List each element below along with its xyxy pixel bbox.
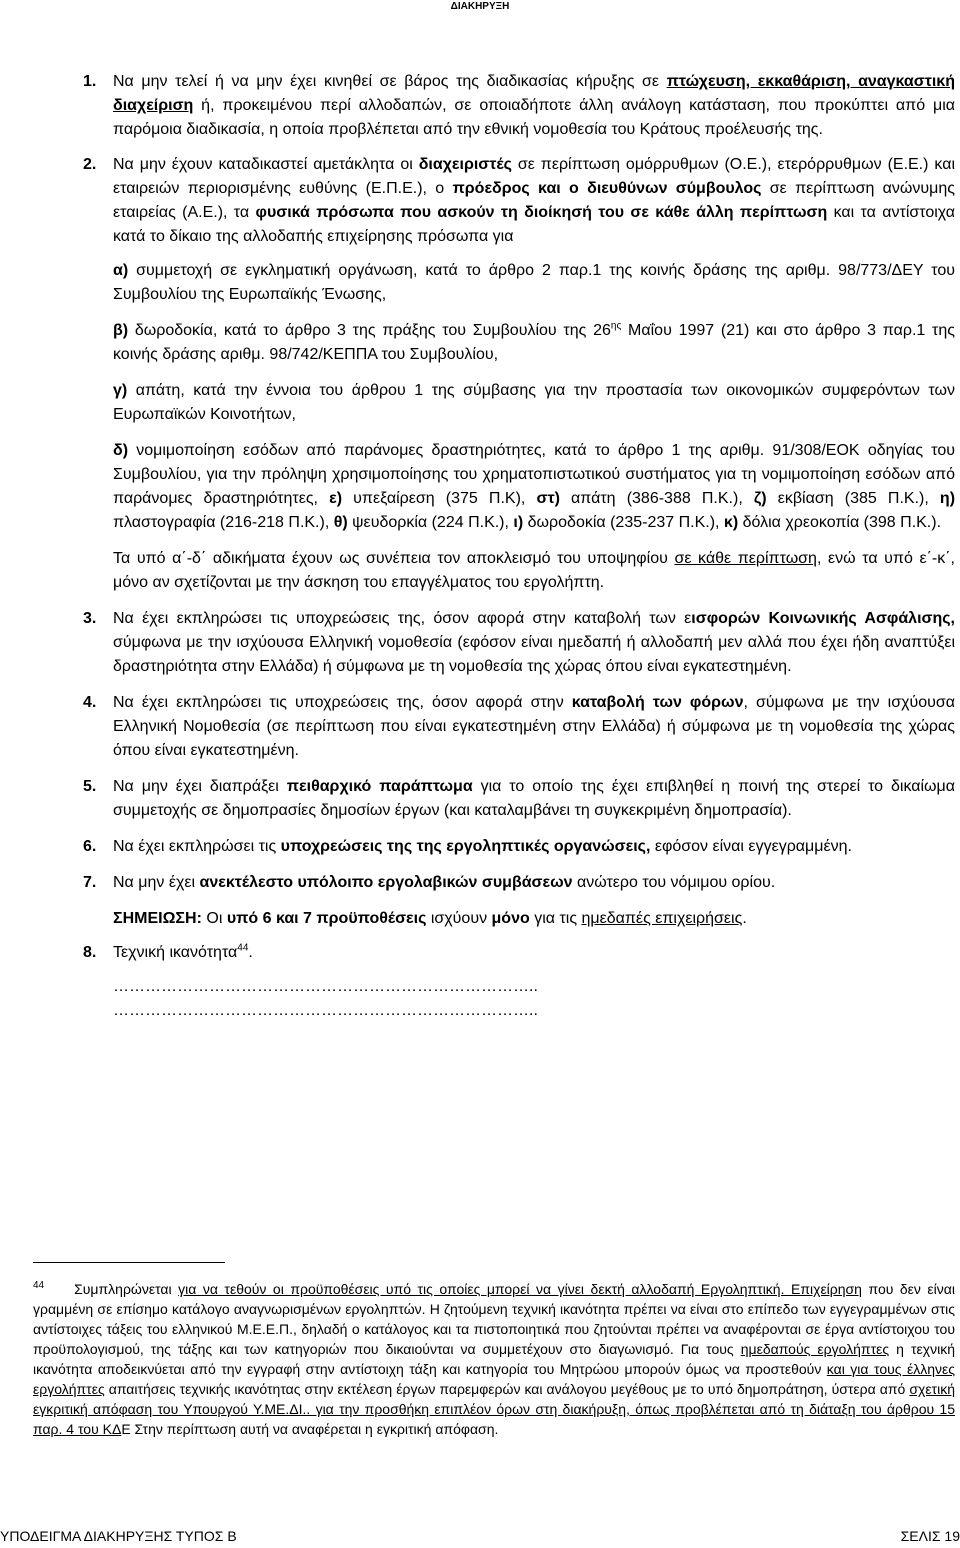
footnote-reference[interactable]: 44 (237, 942, 249, 954)
document-body (0, 70, 960, 1023)
offence-c: γ) απάτη, κατά την έννοια του άρθρου 1 της σύμβασης για την προστασία των οικονομικών συμφερόντων των Ευρωπαϊκών Κοινοτήτων, (113, 382, 955, 423)
header-title: ΔΙΑΚΗΡΥΞΗ (450, 1, 510, 12)
offence-d: δ) νομιμοποίηση εσόδων από παράνομες δραστηριότητες, κατά το άρθρο 1 της αριθμ. 91/308/ΕΟΚ οδηγίας του Συμβουλίου, για την πρόληψη χρησιμοποίησης του χρηματοπιστωτικού συστήματος για τη νομιμοποίηση εσόδων από παράνομες δραστηριότητες, ε) υπεξαίρεση (375 Π.Κ), στ) απάτη (386-388 Π.Κ.), ζ) εκβίαση (385 Π.Κ.), η) πλαστογραφία (216-218 Π.Κ.), θ) ψευδορκία (224 Π.Κ.), ι) δωροδοκία (235-237 Π.Κ.), κ) δόλια χρεοκοπία (398 Π.Κ.). (113, 442, 956, 531)
condition-number: 3. (83, 610, 97, 627)
page-number: ΣΕΛΙΣ 19 (900, 1528, 960, 1544)
condition-7: 7. Να μην έχει ανεκτέλεστο υπόλοιπο εργολαβικών συμβάσεων ανώτερο του νόμιμου ορίου. (113, 871, 955, 895)
condition-8: 8. Τεχνική ικανότητα$^{44}$. (113, 941, 955, 965)
condition-6: 6. Να έχει εκπληρώσει τις υποχρεώσεις της της εργοληπτικές οργανώσεις, εφόσον είναι εγγεγραμμένη. (113, 835, 955, 859)
dotted-line: …………………………………………………………………….. (113, 978, 538, 995)
footnote-separator (33, 1262, 225, 1263)
condition-number: 4. (83, 694, 97, 711)
offence-note: Τα υπό α΄-δ΄ αδικήματα έχουν ως συνέπεια τον αποκλεισμό του υποψηφίου σε κάθε περίπτωση, ενώ τα υπό ε΄-κ΄, μόνο αν σχετίζονται με την άσκηση του επαγγέλματος του εργολήπτη. (113, 550, 956, 591)
page-footer (0, 1526, 960, 1546)
condition-number: 6. (83, 838, 97, 855)
footnote-mark: 44 (33, 1280, 45, 1292)
offence-a: α) συμμετοχή σε εγκληματική οργάνωση, κατά το άρθρο 2 παρ.1 της κοινής δράσης της αριθμ. 98/773/ΔΕΥ του Συμβουλίου της Ευρωπαϊκής Ένωσης, (113, 262, 955, 303)
condition-1: 1. Να μην τελεί ή να μην έχει κινηθεί σε βάρος της διαδικασίας κήρυξης σε πτώχευση, εκκαθάριση, αναγκαστική διαχείριση ή, προκειμένου περί αλλοδαπών, σε οποιαδήποτε άλλη ανάλογη κατάσταση, που προκύπτει από μια παρόμοια διαδικασία, η οποία προβλέπεται από την εθνική νομοθεσία του Κράτους προέλευσής της. (113, 70, 955, 142)
condition-number: 5. (83, 778, 97, 795)
footer-document-title: ΥΠΟΔΕΙΓΜΑ ΔΙΑΚΗΡΥΞΗΣ ΤΥΠΟΣ Β (0, 1528, 237, 1544)
note-6-7: ΣΗΜΕΙΩΣΗ: Οι υπό 6 και 7 προϋποθέσεις ισχύουν μόνο για τις ημεδαπές επιχειρήσεις. (113, 910, 747, 927)
condition-number: 8. (83, 944, 97, 961)
condition-number: 1. (83, 73, 97, 90)
page-header (0, 0, 960, 14)
condition-number: 7. (83, 874, 97, 891)
footnote-44: $^{44}$ Συμπληρώνεται για να τεθούν οι προϋποθέσεις υπό τις οποίες μπορεί να γίνει δεκτή αλλοδαπή Εργοληπτική. Επιχείρηση που δεν είναι γραμμένη σε επίσημο κατάλογο αναγνωρισμένων εργοληπτών. Η ζητούμενη τεχνική ικανότητα πρέπει να είναι στο επίπεδο των εγγεγραμμένων στις αντίστοιχες τάξεις του ελληνικού Μ.Ε.Ε.Π., δηλαδή ο κατάλογος και τα πιστοποιητικά που ζητούνται πρέπει να αναφέρονται σε έργα αντίστοιχου του προϋπολογισμού, της τάξης και των κατηγοριών που δικαιούνται να συμμετέχουν στο διαγωνισμό. Για τους ημεδαπούς εργολήπτες η τεχνική ικανότητα αποδεικνύεται από την εγγραφή στην αντίστοιχη τάξη και κατηγορία του Μητρώου μπορούν όμως να προστεθούν και για τους έλληνες εργολήπτες απαιτήσεις τεχνικής ικανότητας στην εκτέλεση έργων παρεμφερών και ανάλογου μεγέθους με το υπό δημοπράτηση, ύστερα από σχετική εγκριτική απόφαση του Υπουργού Υ.ΜΕ.ΔΙ.. για την προσθήκη επιπλέον όρων στη διακήρυξη, όπως προβλέπεται από τη διάταξη του άρθρου 15 παρ. 4 του ΚΔΕ Στην περίπτωση αυτή να αναφέρεται η εγκριτική απόφαση. (33, 1280, 955, 1437)
condition-5: 5. Να μην έχει διαπράξει πειθαρχικό παράπτωμα για το οποίο της έχει επιβληθεί η ποινή της στερεί το δικαίωμα συμμετοχής σε δημοπρασίες δημοσίων έργων (και καταλαμβάνει τη συγκεκριμένη δημοπρασία). (113, 775, 955, 823)
offence-b: β) δωροδοκία, κατά το άρθρο 3 της πράξης του Συμβουλίου της $26^{\eta\varsigma}$ Μαΐου 1997 (21) και στο άρθρο 3 παρ.1 της κοινής δράσης αριθμ. 98/742/ΚΕΠΠΑ του Συμβουλίου, (113, 320, 955, 363)
condition-3: 3. Να έχει εκπληρώσει τις υποχρεώσεις της, όσον αφορά στην καταβολή των εισφορών Κοινωνικής Ασφάλισης, σύμφωνα με την ισχύουσα Ελληνική νομοθεσία (εφόσον είναι ημεδαπή ή αλλοδαπή μεν αλλά που έχει ήδη αναπτύξει δραστηριότητα στην Ελλάδα) ή σύμφωνα με τη νομοθεσία της χώρας όπου είναι εγκατεστημένη. (113, 607, 955, 679)
condition-2: 2. Να μην έχουν καταδικαστεί αμετάκλητα οι διαχειριστές σε περίπτωση ομόρρυθμων (Ο.Ε.), ετερόρρυθμων (Ε.Ε.) και εταιρειών περιορισμένης ευθύνης (Ε.Π.Ε.), ο πρόεδρος και ο διευθύνων σύμβουλος σε περίπτωση ανώνυμης εταιρείας (Α.Ε.), τα φυσικά πρόσωπα που ασκούν τη διοίκησή του σε κάθε άλλη περίπτωση και τα αντίστοιχα κατά το δίκαιο της αλλοδαπής επιχείρησης πρόσωπα για (113, 153, 955, 249)
condition-number: 2. (83, 156, 97, 173)
dotted-line: …………………………………………………………………….. (113, 1002, 538, 1019)
condition-4: 4. Να έχει εκπληρώσει τις υποχρεώσεις της, όσον αφορά στην καταβολή των φόρων, σύμφωνα με την ισχύουσα Ελληνική Νομοθεσία (σε περίπτωση που είναι εγκατεστημένη στην Ελλάδα) ή σύμφωνα με τη νομοθεσία της χώρας όπου είναι εγκατεστημένη. (113, 691, 955, 763)
